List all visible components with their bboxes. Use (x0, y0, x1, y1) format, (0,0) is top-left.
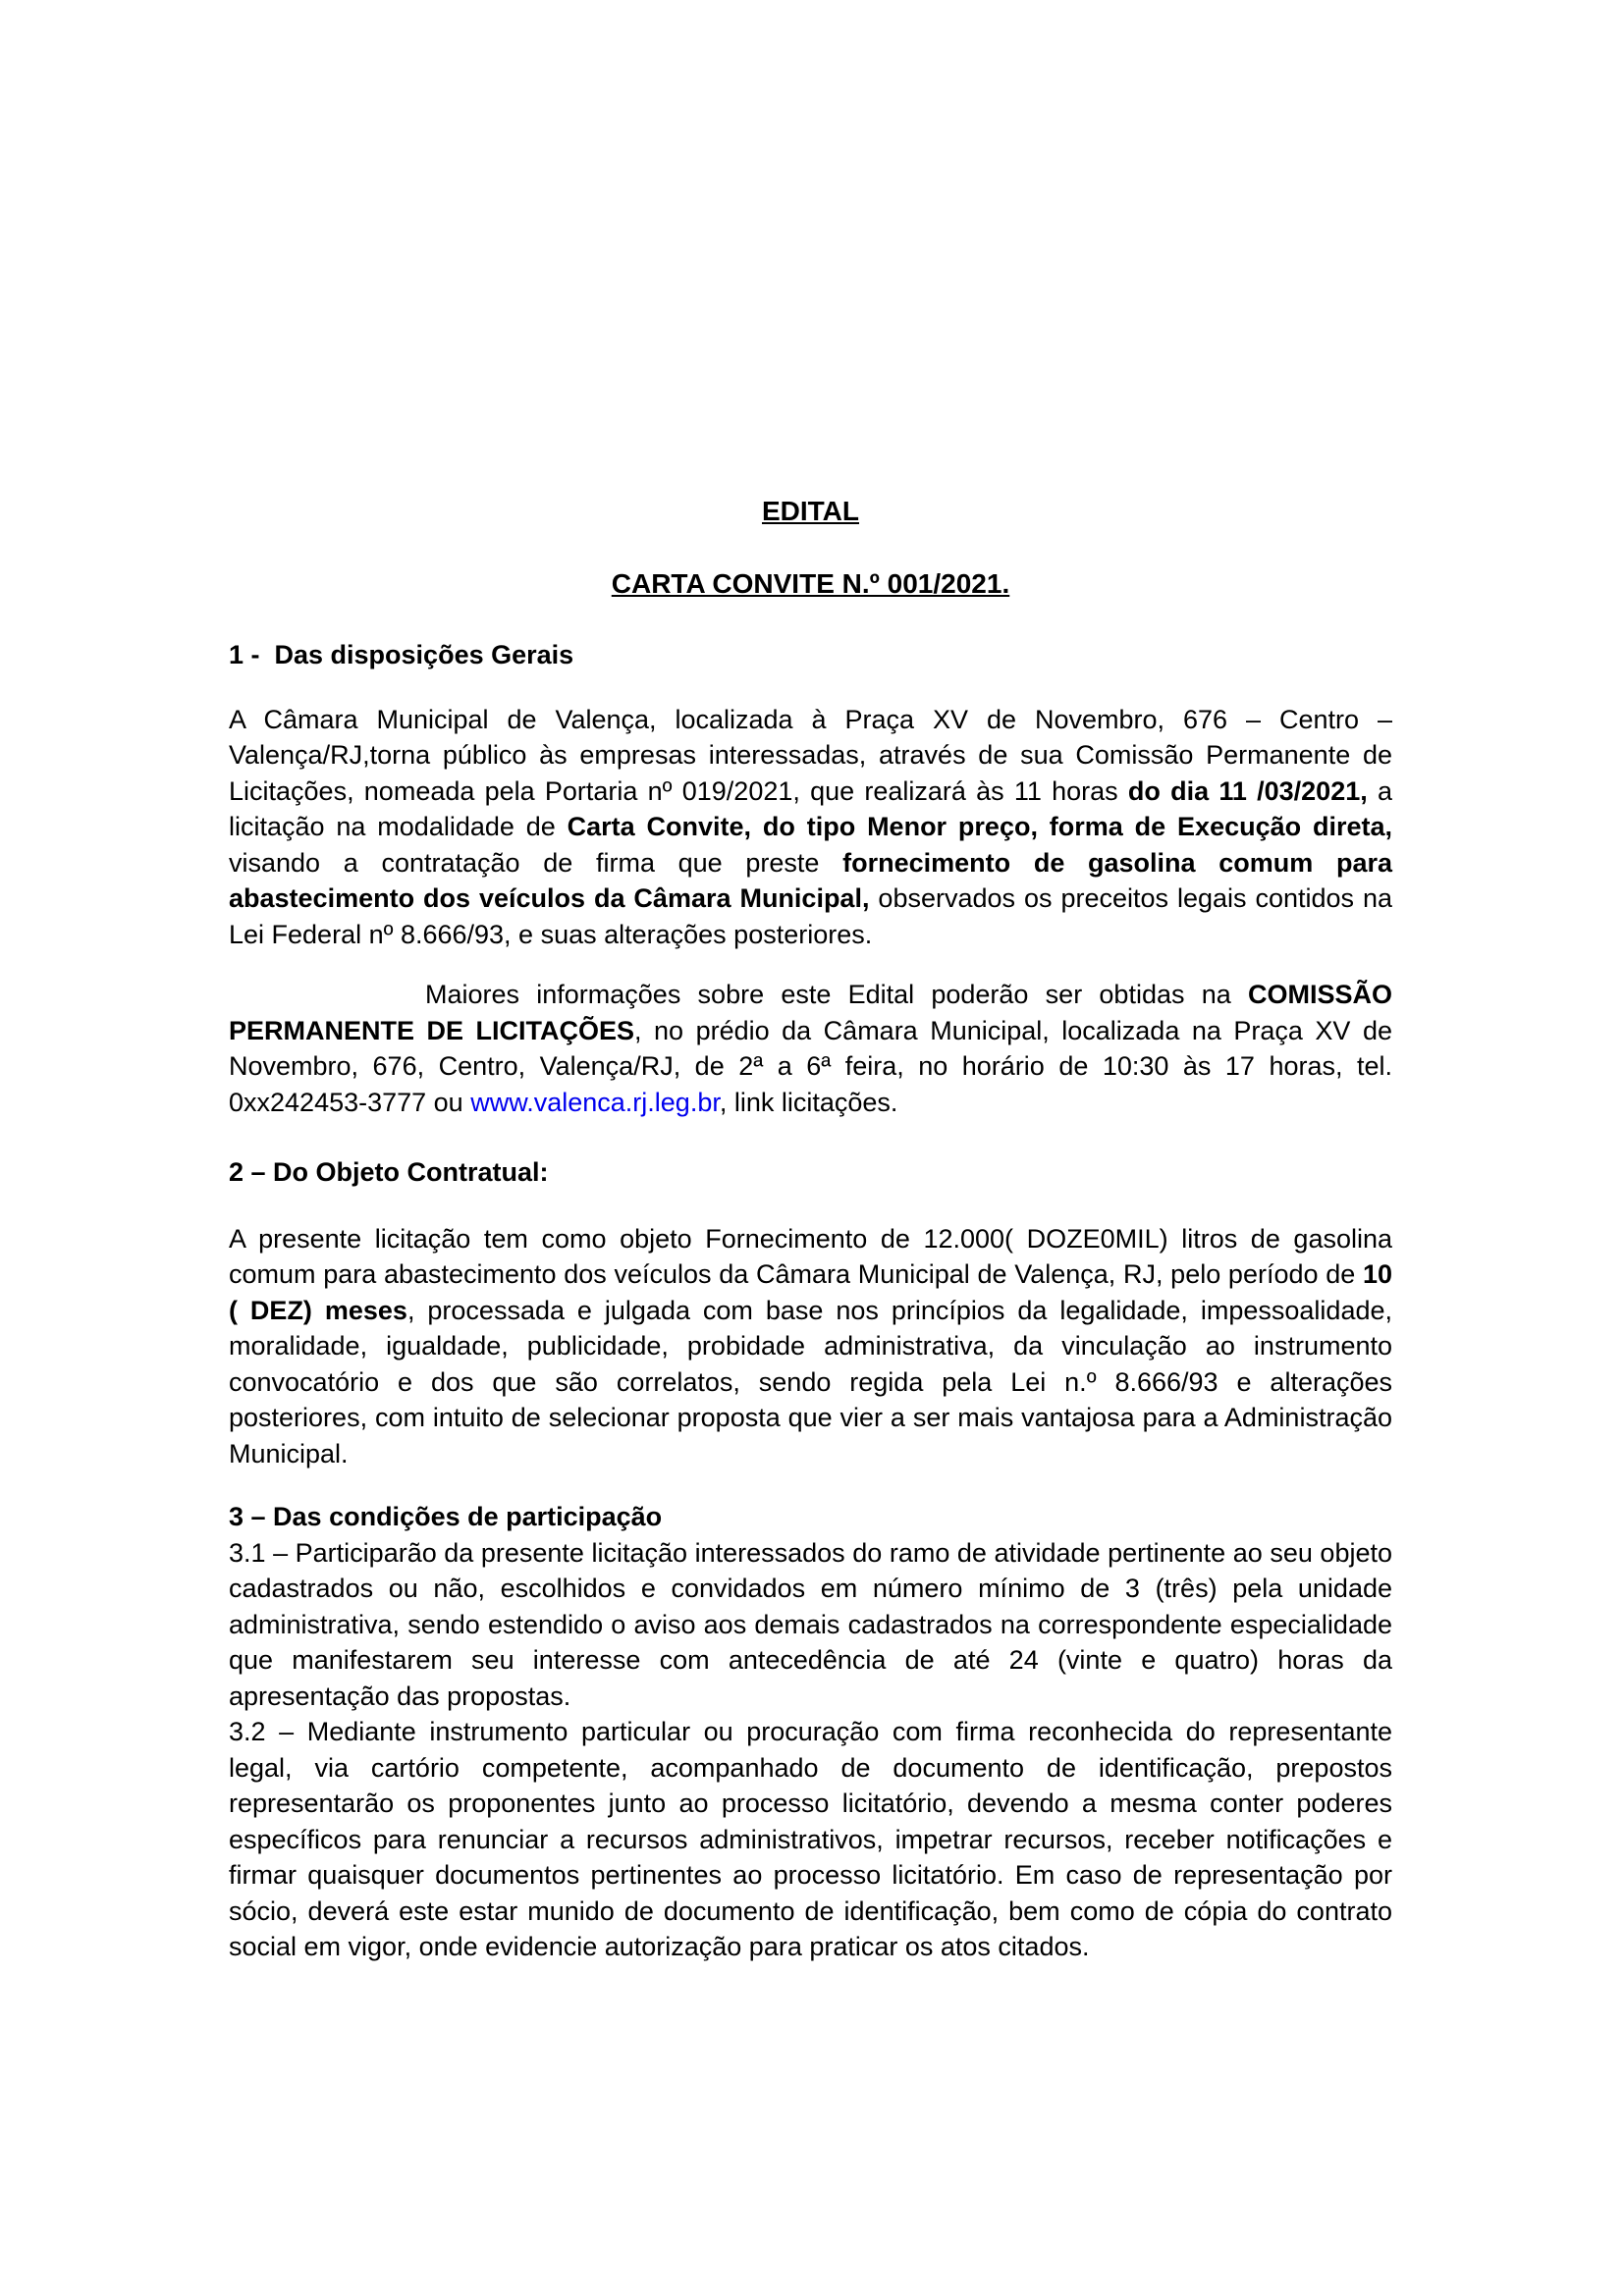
text-run: observados os preceitos legais contidos na Lei Federal nº 8.666/93, e suas alterações posteriores. (229, 883, 1392, 949)
text-run: 3.1 – Participarão da presente licitação interessados do ramo de atividade pertinente ao seu objeto cadastrados ou não, escolhidos e convidados em número mínimo de 3 (três) pela unidade administrativa, sendo estendido o aviso aos demais cadastrados na correspondente especialidade que manifestarem seu interesse com antecedência de até 24 (vinte e quatro) horas da apresentação das propostas. (229, 1537, 1392, 1711)
text-run: Carta Convite, do tipo Menor preço, forma de Execução direta, (567, 812, 1392, 841)
text-run: 3.2 – Mediante instrumento particular ou procuração com firma reconhecida do representante legal, via cartório competente, acompanhado de documento de identificação, prepostos representarão os proponentes junto ao processo licitatório, devendo a mesma conter poderes específicos para renunciar a recursos administrativos, impetrar recursos, receber notificações e firmar quaisquer documentos pertinentes ao processo licitatório. Em caso de representação por sócio, deverá este estar munido de documento de identificação, bem como de cópia do contrato social em vigor, onde evidencie autorização para praticar os atos citados. (229, 1717, 1392, 1961)
text-run: visando a contratação de firma que preste (229, 847, 843, 878)
paragraph-disposicoes-gerais (229, 702, 1392, 953)
section-1-heading: 1 - Das disposições Gerais (229, 640, 574, 669)
text-run: , no prédio da Câmara Municipal, localizada na Praça XV de Novembro, 676, Centro, Valença/RJ, de 2ª a 6ª feira, no horário de 10:30 às 17 horas, tel. 0xx242453-3777 ou (229, 1015, 1392, 1117)
text-run: a licitação na modalidade de (229, 775, 1392, 841)
website-link[interactable]: www.valenca.rj.leg.br (470, 1087, 720, 1117)
text-run: COMISSÃO PERMANENTE DE LICITAÇÕES (229, 980, 1392, 1045)
paragraph-item-3-1 (229, 1535, 1392, 1715)
text-run: , link licitações. (719, 1087, 898, 1117)
paragraph-maiores-informacoes (229, 977, 1392, 1120)
document-title: EDITAL (761, 496, 860, 526)
document-content (229, 494, 1392, 1965)
document-subtitle: CARTA CONVITE N.º 001/2021. (611, 567, 1010, 599)
text-run: A presente licitação tem como objeto Fornecimento de 12.000( DOZE0MIL) litros de gasolina comum para abastecimento dos veículos da Câmara Municipal de Valença, RJ, pelo período de (229, 1223, 1392, 1289)
text-run: A Câmara Municipal de Valença, localizada à Praça XV de Novembro, 676 – Centro – Valença/RJ,torna público às empresas interessadas, através de sua Comissão Permanente de Licitações, nomeada pela Portaria nº 019/2021, que realizará às 11 horas (229, 704, 1392, 806)
section-3-heading: 3 – Das condições de participação (229, 1502, 663, 1531)
text-run: , (861, 883, 870, 913)
text-run: Maiores informações sobre este Edital poderão ser obtidas na (425, 980, 1248, 1009)
text-run: do dia 11 /03/2021, (1127, 775, 1368, 806)
text-run: , processada e julgada com base nos princípios da legalidade, impessoalidade, moralidade, igualdade, publicidade, probidade administrativa, da vinculação ao instrumento convocatório e dos que são correlatos, sendo regida pela Lei n.º 8.666/93 e alterações posteriores, com intuito de selecionar proposta que vier a ser mais vantajosa para a Administração Municipal. (229, 1295, 1392, 1468)
text-run: fornecimento de gasolina comum para abastecimento dos veículos da Câmara Municipal (229, 847, 1392, 913)
paragraph-objeto-contratual (229, 1221, 1392, 1472)
text-run: 10 ( DEZ) meses (229, 1259, 1392, 1325)
section-2-heading: 2 – Do Objeto Contratual: (229, 1157, 549, 1187)
paragraph-item-3-2 (229, 1714, 1392, 1965)
